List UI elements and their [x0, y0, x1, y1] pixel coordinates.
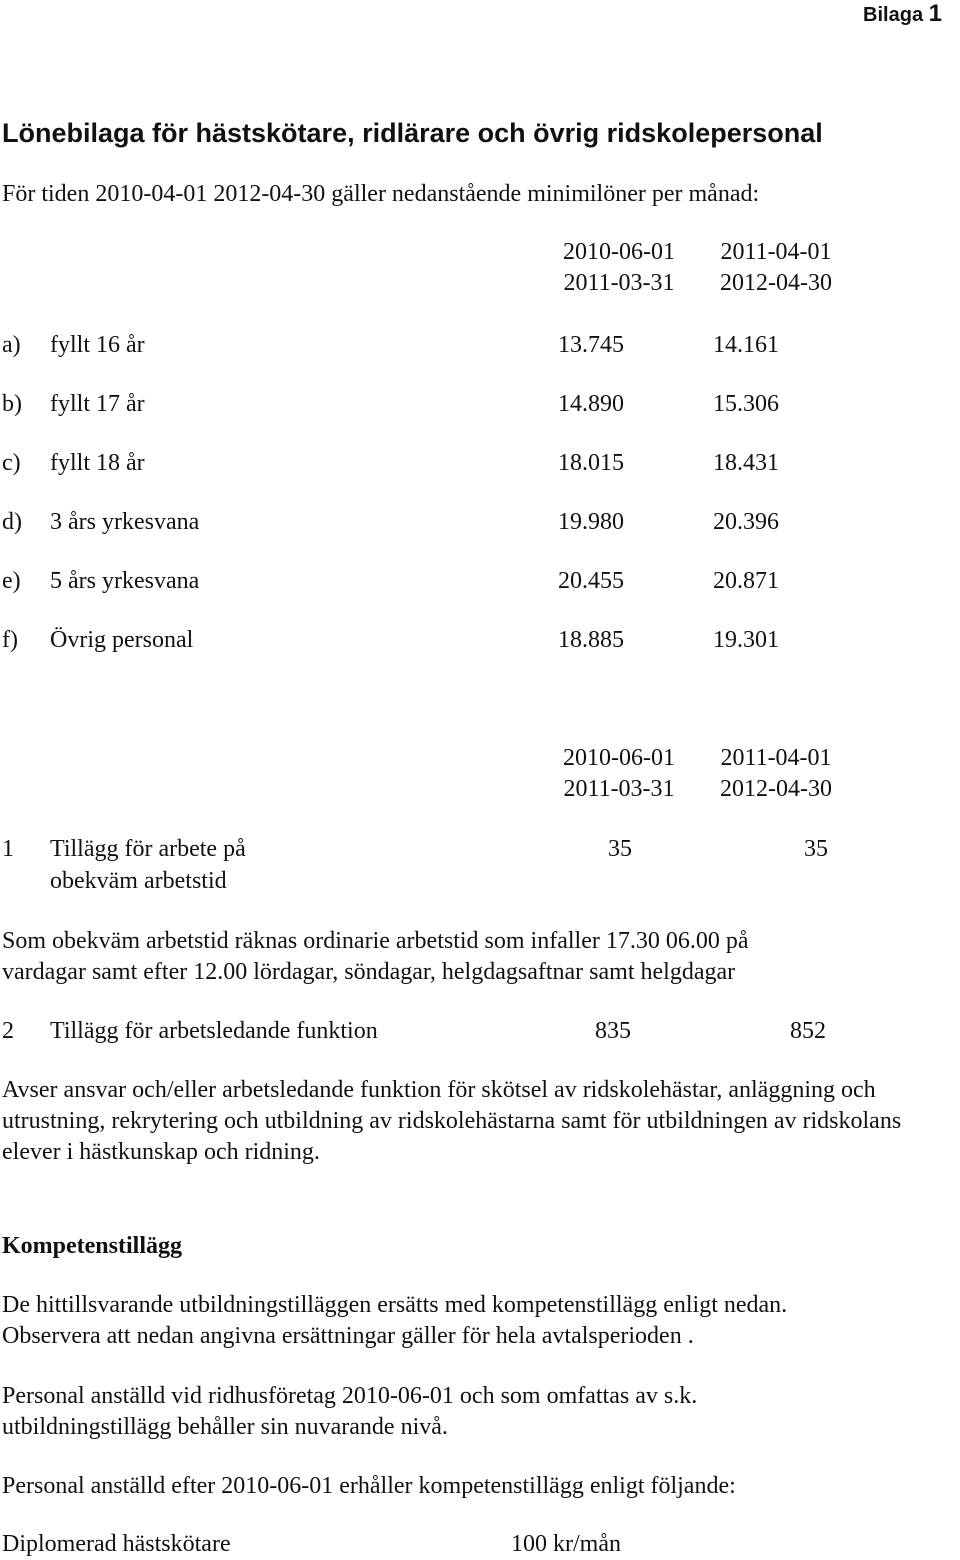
row-value-period-1: 35	[608, 836, 632, 862]
page-title: Lönebilaga för hästskötare, ridlärare och övrig ridskolepersonal	[2, 118, 823, 148]
period-1-to: 2011-03-31	[563, 776, 675, 802]
row-value-period-1: 18.015	[558, 450, 624, 476]
row-value-period-2: 14.161	[713, 332, 779, 358]
supplement-row-supervisory	[0, 1015, 960, 1047]
period-header-2	[696, 237, 856, 299]
row-label-line-2: obekväm arbetstid	[50, 868, 227, 894]
row-value-period-2: 35	[804, 836, 828, 862]
kompetens-paragraph-2-line-2: utbildningstillägg behåller sin nuvarande nivå.	[2, 1414, 448, 1440]
row-value-period-1: 19.980	[558, 509, 624, 535]
row-label: 3 års yrkesvana	[50, 509, 200, 535]
row-label: Diplomerad hästskötare	[2, 1531, 231, 1557]
row-index: f)	[2, 627, 18, 653]
wage-row	[0, 565, 960, 597]
period-2-to: 2012-04-30	[720, 776, 832, 802]
row-value-period-2: 19.301	[713, 627, 779, 653]
note-inconvenient-hours-line-2: vardagar samt efter 12.00 lördagar, söndagar, helgdagsaftnar samt helgdagar	[2, 959, 736, 985]
row-label-line-1: Tillägg för arbete på	[50, 836, 246, 862]
kompetens-paragraph-1-line-1: De hittillsvarande utbildningstilläggen ersätts med kompetenstillägg enligt nedan.	[2, 1292, 788, 1318]
period-header-2-repeat	[696, 743, 856, 805]
appendix-label	[863, 0, 942, 29]
row-index: c)	[2, 450, 21, 476]
wage-row	[0, 624, 960, 656]
period-2-to: 2012-04-30	[720, 270, 832, 296]
section-heading-kompetenstillagg: Kompetenstillägg	[2, 1233, 182, 1259]
row-value-period-1: 835	[595, 1018, 631, 1044]
row-label: 5 års yrkesvana	[50, 568, 200, 594]
row-index: e)	[2, 568, 21, 594]
appendix-word: Bilaga	[863, 4, 924, 26]
period-2-from: 2011-04-01	[720, 745, 832, 771]
row-label: Tillägg för arbetsledande funktion	[50, 1018, 378, 1044]
period-header-1-repeat	[539, 743, 699, 805]
row-value-period-1: 14.890	[558, 391, 624, 417]
row-value-period-1: 20.455	[558, 568, 624, 594]
wage-row	[0, 447, 960, 479]
period-1-to: 2011-03-31	[563, 270, 675, 296]
row-value: 100 kr/mån	[511, 1531, 621, 1557]
row-index: 1	[2, 836, 14, 862]
note-inconvenient-hours-line-1: Som obekväm arbetstid räknas ordinarie arbetstid som infaller 17.30 06.00 på	[2, 928, 749, 954]
wage-row	[0, 506, 960, 538]
row-value-period-2: 15.306	[713, 391, 779, 417]
period-2-from: 2011-04-01	[720, 239, 832, 265]
intro-text: För tiden 2010-04-01 2012-04-30 gäller nedanstående minimilöner per månad:	[2, 181, 760, 207]
row-value-period-1: 13.745	[558, 332, 624, 358]
supplement-row-inconvenient-hours	[0, 833, 960, 897]
row-value-period-2: 20.871	[713, 568, 779, 594]
row-index: 2	[2, 1018, 14, 1044]
wage-row	[0, 388, 960, 420]
row-index: a)	[2, 332, 21, 358]
row-label: Övrig personal	[50, 627, 194, 653]
row-label: fyllt 16 år	[50, 332, 145, 358]
appendix-number: 1	[928, 0, 942, 27]
competence-row-diplomerad	[0, 1528, 960, 1560]
period-1-from: 2010-06-01	[563, 745, 675, 771]
row-value-period-1: 18.885	[558, 627, 624, 653]
kompetens-paragraph-2-line-1: Personal anställd vid ridhusföretag 2010-06-01 och som omfattas av s.k.	[2, 1383, 698, 1409]
row-value-period-2: 18.431	[713, 450, 779, 476]
row-index: d)	[2, 509, 22, 535]
kompetens-paragraph-1-line-2: Observera att nedan angivna ersättningar gäller för hela avtalsperioden .	[2, 1323, 694, 1349]
period-header-1	[539, 237, 699, 299]
row-index: b)	[2, 391, 22, 417]
row-value-period-2: 852	[790, 1018, 826, 1044]
row-value-period-2: 20.396	[713, 509, 779, 535]
wage-row	[0, 329, 960, 361]
kompetens-paragraph-3: Personal anställd efter 2010-06-01 erhåller kompetenstillägg enligt följande:	[2, 1473, 736, 1499]
row-label: fyllt 18 år	[50, 450, 145, 476]
note-supervisory: Avser ansvar och/eller arbetsledande funktion för skötsel av ridskolehästar, anläggning och utrustning, rekrytering och utbildning av ridskolehästarna samt för utbildningen av ridskolans elever i hästkunskap och ridning.	[2, 1077, 902, 1165]
row-label: fyllt 17 år	[50, 391, 145, 417]
period-1-from: 2010-06-01	[563, 239, 675, 265]
